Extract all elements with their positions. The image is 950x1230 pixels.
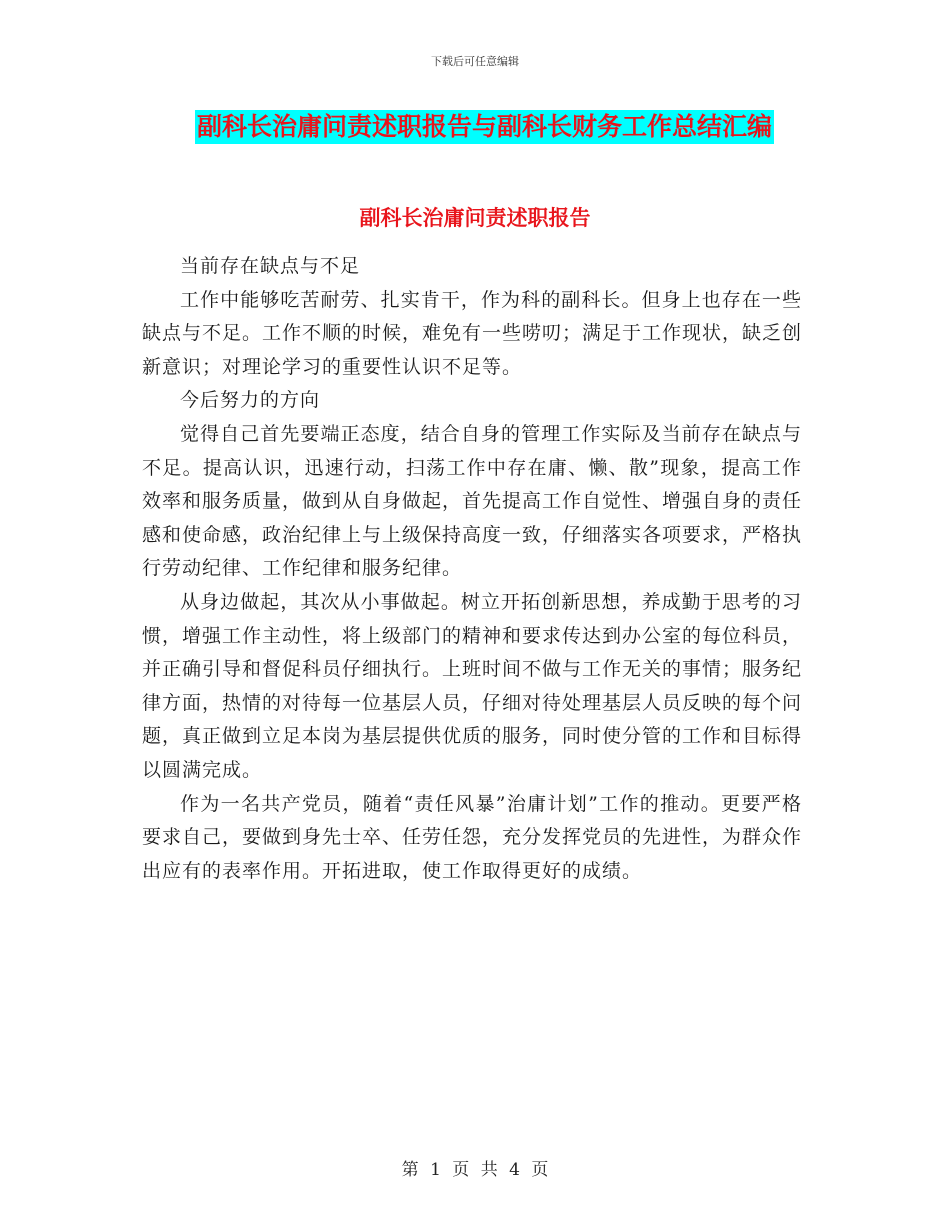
paragraph: 工作中能够吃苦耐劳、扎实肯干，作为科的副科长。但身上也存在一些缺点与不足。工作不顺的时候，难免有一些唠叨；满足于工作现状，缺乏创新意识；对理论学习的重要性认识不足等。 bbox=[142, 288, 803, 378]
paragraph: 觉得自己首先要端正态度，结合自身的管理工作实际及当前存在缺点与不足。提高认识，迅速行动，扫荡工作中存在庸、懒、散”现象，提高工作效率和服务质量，做到从自身做起，首先提高工作自觉性、增强自身的责任感和使命感，政治纪律上与上级保持高度一致，仔细落实各项要求，严格执行劳动纪律、工作纪律和服务纪律。 bbox=[142, 422, 803, 580]
paragraph-heading: 今后努力的方向 bbox=[180, 389, 321, 412]
section-title: 副科长治庸问责述职报告 bbox=[359, 205, 591, 230]
paragraph: 作为一名共产党员，随着“责任风暴”治庸计划”工作的推动。更要严格要求自己，要做到身先士卒、任劳任怨，充分发挥党员的先进性，为群众作出应有的表率作用。开拓进取，使工作取得更好的成绩。 bbox=[142, 792, 803, 882]
document-main-title: 副科长治庸问责述职报告与副科长财务工作总结汇编 bbox=[195, 110, 774, 144]
header-note: 下载后可任意编辑 bbox=[431, 55, 519, 68]
paragraph-heading: 当前存在缺点与不足 bbox=[180, 255, 361, 277]
page-number-footer: 第 1 页 共 4 页 bbox=[401, 1160, 549, 1180]
document-body bbox=[142, 250, 802, 888]
paragraph: 从身边做起，其次从小事做起。树立开拓创新思想，养成勤于思考的习惯，增强工作主动性，将上级部门的精神和要求传达到办公室的每位科员，并正确引导和督促科员仔细执行。上班时间不做与工作无关的事情；服务纪律方面，热情的对待每一位基层人员，仔细对待处理基层人员反映的每个问题，真正做到立足本岗为基层提供优质的服务，同时使分管的工作和目标得以圆满完成。 bbox=[142, 590, 803, 781]
